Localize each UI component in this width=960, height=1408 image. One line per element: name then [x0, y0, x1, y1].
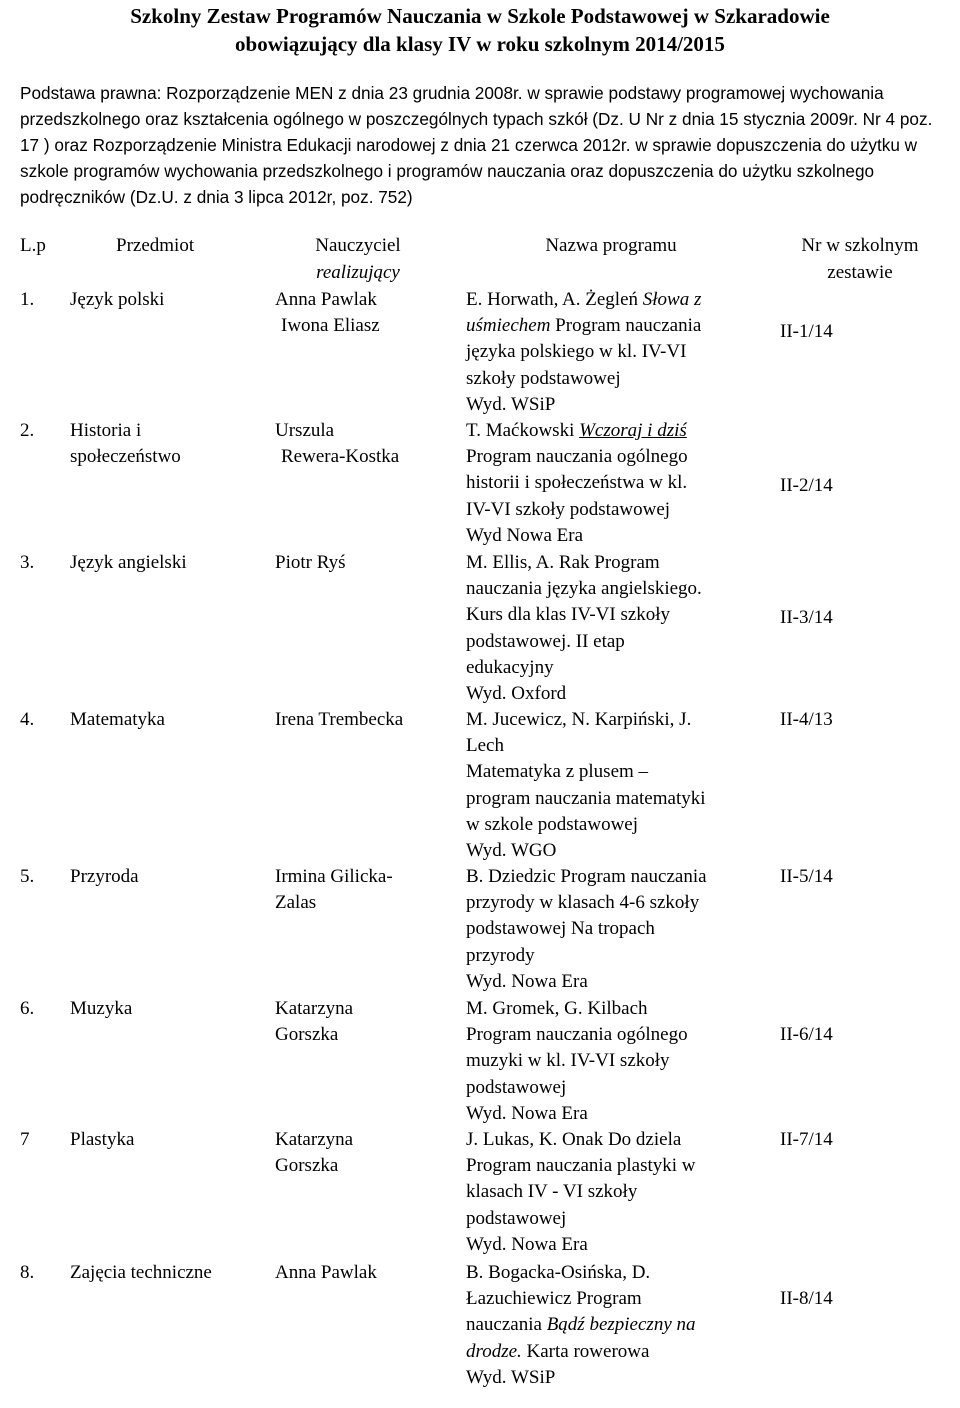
row-5-nr: II-5/14 [780, 866, 833, 887]
program-line: Program nauczania plastyki w [466, 1155, 696, 1177]
program-line: podstawowej Na tropach [466, 918, 655, 940]
program-line: Wyd. Nowa Era [466, 970, 588, 992]
program-line: M. Gromek, G. Kilbach [466, 998, 648, 1019]
row-7-lp: 7 [20, 1129, 30, 1150]
title-line-2: obowiązujący dla klasy IV w roku szkolnym 2014/2015 [235, 32, 725, 56]
program-line: podstawowej. II etap [466, 630, 625, 652]
header-nr-line1: Nr w szkolnym [801, 235, 919, 256]
program-line: Lech [466, 735, 504, 757]
row-5-subject [70, 864, 139, 890]
row-6-subject [70, 996, 132, 1022]
row-8-lp: 8. [20, 1262, 35, 1283]
row-2-nr: II-2/14 [780, 475, 833, 496]
row-1-teacher [275, 287, 455, 339]
teacher-line: Katarzyna [275, 1129, 354, 1150]
row-3-nr: II-3/14 [780, 607, 833, 628]
subject-line: Zajęcia techniczne [70, 1262, 212, 1283]
program-line: B. Dziedzic Program nauczania [466, 866, 707, 887]
program-line: nauczania Bądź bezpieczny na [466, 1314, 696, 1336]
row-7-nr: II-7/14 [780, 1129, 833, 1150]
subject-line: Język angielski [70, 552, 187, 573]
program-line: w szkole podstawowej [466, 813, 639, 835]
program-line: Wyd Nowa Era [466, 524, 584, 546]
program-line: Wyd. WGO [466, 840, 557, 862]
header-lp: L.p [20, 235, 46, 256]
program-line: edukacyjny [466, 656, 554, 678]
program-line: podstawowej [466, 1207, 567, 1229]
header-nr-line2: zestawie [827, 262, 893, 283]
program-line: uśmiechem Program nauczania [466, 315, 702, 337]
row-1-program [466, 287, 766, 418]
row-7-program [466, 1127, 766, 1258]
program-line: IV-VI szkoły podstawowej [466, 498, 671, 520]
row-7-subject [70, 1127, 134, 1153]
subject-line: Matematyka [70, 709, 165, 730]
legal-basis-paragraph: Podstawa prawna: Rozporządzenie MEN z dnia 23 grudnia 2008r. w sprawie podstawy programowej wychowania przedszkolnego oraz kształcenia ogólnego w poszczególnych typach szkół (Dz. U Nr z dnia 15 stycznia 2009r. Nr 4 poz. 17 ) oraz Rozporządzenie Ministra Edukacji narodowej z dnia 21 czerwca 2012r. w sprawie dopuszczenia do użytku w szkole programów wychowania przedszkolnego i programów nauczania oraz dopuszczenia do użytku szkolnego podręczników (Dz.U. z dnia 3 lipca 2012r, poz. 752) [20, 83, 933, 207]
row-2-program [466, 418, 766, 549]
row-1-subject [70, 287, 164, 313]
row-1-nr: II-1/14 [780, 321, 833, 342]
program-line: muzyki w kl. IV-VI szkoły [466, 1050, 670, 1072]
row-6-teacher [275, 996, 455, 1048]
program-line: podstawowej [466, 1076, 567, 1098]
teacher-line: Urszula [275, 420, 335, 441]
subject-line: Muzyka [70, 998, 133, 1019]
teacher-line: Katarzyna [275, 998, 354, 1019]
row-4-program [466, 707, 766, 864]
teacher-line: Irena Trembecka [275, 709, 404, 730]
teacher-line: Piotr Ryś [275, 552, 346, 573]
row-3-program [466, 550, 766, 707]
header-teacher-line1: Nauczyciel [315, 235, 401, 256]
teacher-line: Iwona Eliasz [281, 315, 380, 337]
row-8-nr: II-8/14 [780, 1288, 833, 1309]
subject-line: Język polski [70, 289, 165, 310]
row-4-teacher [275, 707, 455, 733]
subject-line: Historia i [70, 420, 142, 441]
subject-line: Przyroda [70, 866, 139, 887]
program-line: B. Bogacka-Osińska, D. [466, 1262, 651, 1283]
program-line: Wyd. WSiP [466, 393, 556, 415]
program-line: Program nauczania ogólnego [466, 446, 688, 468]
row-6-lp: 6. [20, 998, 35, 1019]
row-6-program [466, 996, 766, 1127]
header-nr [770, 232, 950, 286]
row-7-teacher [275, 1127, 455, 1179]
row-5-program [466, 864, 766, 995]
teacher-line: Anna Pawlak [275, 289, 377, 310]
program-line: szkoły podstawowej [466, 367, 621, 389]
teacher-line: Zalas [275, 892, 317, 914]
program-line: historii i społeczeństwa w kl. [466, 472, 688, 494]
program-line: Wyd. Nowa Era [466, 1233, 588, 1255]
program-line: nauczania języka angielskiego. [466, 578, 702, 600]
teacher-line: Gorszka [275, 1024, 339, 1046]
program-line: Wyd. Oxford [466, 683, 567, 705]
row-1-lp: 1. [20, 289, 35, 310]
subject-line: społeczeństwo [70, 446, 181, 468]
program-line: Program nauczania ogólnego [466, 1024, 688, 1046]
program-line: języka polskiego w kl. IV-VI [466, 341, 687, 363]
program-line: Łazuchiewicz Program [466, 1288, 642, 1310]
program-line: M. Ellis, A. Rak Program [466, 552, 660, 573]
row-5-teacher [275, 864, 455, 916]
program-line: przyrody [466, 944, 535, 966]
document-title [0, 2, 960, 58]
row-8-subject [70, 1260, 212, 1286]
header-teacher-line2: realizujący [316, 262, 400, 283]
program-line: T. Maćkowski Wczoraj i dziś [466, 420, 687, 441]
header-program: Nazwa programu [545, 235, 677, 256]
program-line: Wyd. Nowa Era [466, 1102, 588, 1124]
program-line: Wyd. WSiP [466, 1366, 556, 1388]
teacher-line: Anna Pawlak [275, 1262, 377, 1283]
program-line: E. Horwath, A. Żegleń Słowa z [466, 289, 702, 310]
row-3-lp: 3. [20, 552, 35, 573]
teacher-line: Irmina Gilicka- [275, 866, 393, 887]
row-4-subject [70, 707, 165, 733]
row-2-lp: 2. [20, 420, 35, 441]
row-4-nr: II-4/13 [780, 709, 833, 730]
row-5-lp: 5. [20, 866, 35, 887]
header-subject: Przedmiot [116, 235, 195, 256]
row-6-nr: II-6/14 [780, 1024, 833, 1045]
program-line: program nauczania matematyki [466, 787, 706, 809]
program-line: J. Lukas, K. Onak Do dziela [466, 1129, 682, 1150]
teacher-line: Rewera-Kostka [281, 446, 400, 468]
row-2-teacher [275, 418, 455, 470]
row-8-teacher [275, 1260, 455, 1286]
row-2-subject [70, 418, 181, 470]
program-line: przyrody w klasach 4-6 szkoły [466, 892, 700, 914]
program-line: drodze. Karta rowerowa [466, 1340, 650, 1362]
teacher-line: Gorszka [275, 1155, 339, 1177]
program-line: Kurs dla klas IV-VI szkoły [466, 604, 671, 626]
program-line: Matematyka z plusem – [466, 761, 649, 783]
row-8-program [466, 1260, 766, 1391]
row-3-subject [70, 550, 187, 576]
subject-line: Plastyka [70, 1129, 135, 1150]
header-teacher [268, 232, 448, 286]
program-line: M. Jucewicz, N. Karpiński, J. [466, 709, 692, 730]
row-3-teacher [275, 550, 455, 576]
row-4-lp: 4. [20, 709, 35, 730]
title-line-1: Szkolny Zestaw Programów Nauczania w Szkole Podstawowej w Szkaradowie [130, 4, 830, 28]
program-line: klasach IV - VI szkoły [466, 1181, 638, 1203]
